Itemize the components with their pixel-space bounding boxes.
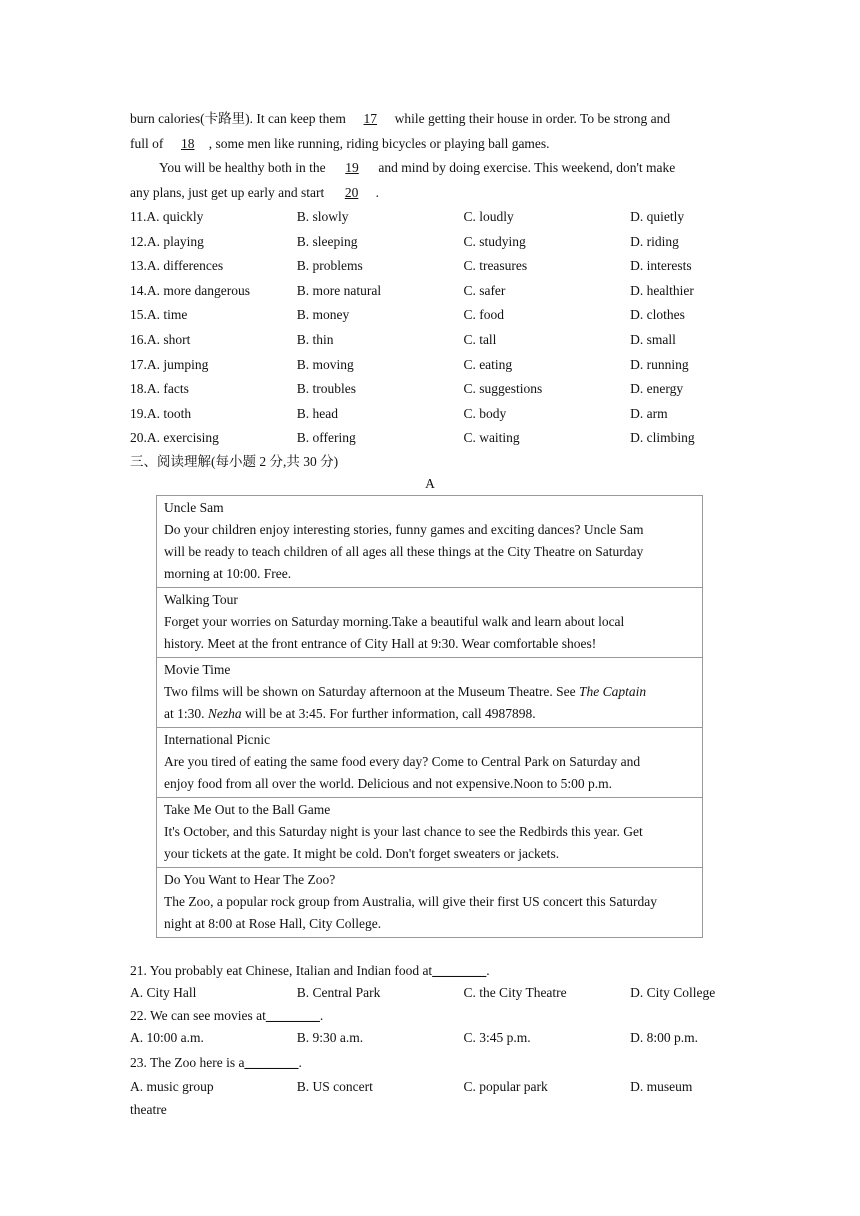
question-text: 23. The Zoo here is a: [130, 1054, 245, 1070]
text: full of: [130, 135, 164, 151]
option: B. sleeping: [296, 233, 358, 249]
option: B. thin: [296, 331, 334, 347]
question-21-options: [130, 982, 730, 1005]
option: D. small: [630, 331, 676, 347]
option: D. 8:00 p.m.: [630, 1030, 699, 1046]
option: C. popular park: [463, 1079, 548, 1095]
ad-text: your tickets at the gate. It might be cold. Don't forget sweaters or jackets.: [164, 845, 560, 861]
option-row-17: [130, 353, 730, 378]
ad-walking-tour: [157, 587, 703, 657]
option: B. US concert: [296, 1079, 373, 1095]
option-row-13: [130, 254, 730, 279]
option: C. body: [463, 405, 507, 421]
option: 11.A. quickly: [130, 209, 204, 224]
option: 12.A. playing: [130, 233, 204, 249]
option: D. healthier: [630, 282, 694, 298]
option: C. 3:45 p.m.: [463, 1030, 531, 1046]
option: B. moving: [296, 356, 354, 372]
option: C. loudly: [463, 209, 514, 224]
ad-text: [164, 681, 695, 703]
option-row-12: [130, 230, 730, 255]
option-overflow-text: theatre: [130, 1101, 167, 1117]
ad-text: It's October, and this Saturday night is your last chance to see the Redbirds this year. Get: [164, 823, 643, 839]
text: .: [486, 962, 490, 978]
option: B. slowly: [296, 209, 349, 224]
ad-ball-game: [157, 797, 703, 867]
cloze-options: [130, 205, 730, 451]
ad-cell: [157, 657, 703, 727]
option: 16.A. short: [130, 331, 191, 347]
text: and mind by doing exercise. This weekend, don't make: [378, 160, 676, 175]
exam-page: [130, 107, 730, 1121]
question-22: [130, 1005, 730, 1028]
film-title: Nezha: [207, 705, 242, 721]
blank-19: 19: [345, 160, 359, 175]
ad-title: Do You Want to Hear The Zoo?: [164, 871, 336, 887]
ad-text: enjoy food from all over the world. Delicious and not expensive.Noon to 5:00 p.m.: [164, 775, 613, 791]
film-title: The Captain: [578, 683, 647, 699]
option: 17.A. jumping: [130, 356, 209, 372]
option-row-15: [130, 303, 730, 328]
text: while getting their house in order. To be strong and: [394, 111, 671, 126]
ad-text: morning at 10:00. Free.: [164, 565, 292, 581]
answer-blank: ________: [244, 1054, 299, 1070]
text: , some men like running, riding bicycles or playing ball games.: [208, 135, 550, 151]
ad-title: Take Me Out to the Ball Game: [164, 801, 331, 817]
option: D. interests: [630, 258, 692, 274]
option: A. City Hall: [130, 985, 197, 1001]
ad-cell: [157, 867, 703, 937]
option-row-16: [130, 328, 730, 353]
option: D. climbing: [630, 430, 695, 446]
option: C. suggestions: [463, 381, 543, 397]
option: C. safer: [463, 282, 506, 298]
option: A. music group: [130, 1079, 214, 1095]
cloze-line-2: [130, 132, 730, 157]
ad-title: Uncle Sam: [164, 499, 224, 515]
text: .: [319, 1007, 324, 1023]
ad-uncle-sam: [157, 495, 703, 587]
option: C. studying: [463, 233, 526, 249]
question-21: [130, 960, 730, 983]
option-row-14: [130, 279, 730, 304]
blank-18: 18: [181, 135, 195, 151]
option: 14.A. more dangerous: [130, 282, 250, 298]
option: C. tall: [463, 331, 497, 347]
option: B. money: [296, 307, 350, 323]
option: C. the City Theatre: [463, 985, 567, 1001]
option: B. 9:30 a.m.: [296, 1030, 364, 1046]
ad-cell: [157, 797, 703, 867]
ad-movie-time: [157, 657, 703, 727]
question-23: [130, 1052, 730, 1075]
answer-blank: ________: [432, 962, 487, 978]
text: .: [298, 1054, 302, 1070]
option: D. energy: [630, 381, 684, 397]
option-row-11: [130, 205, 730, 230]
ad-text: [164, 703, 695, 725]
question-22-options: [130, 1027, 730, 1050]
option: 13.A. differences: [130, 258, 224, 274]
ad-text: history. Meet at the front entrance of City Hall at 9:30. Wear comfortable shoes!: [164, 635, 597, 651]
text: any plans, just get up early and start: [130, 184, 325, 200]
option: C. treasures: [463, 258, 528, 274]
text: .: [375, 184, 379, 200]
option: C. eating: [463, 356, 513, 372]
option: D. clothes: [630, 307, 685, 323]
cloze-line-4: [130, 181, 730, 206]
question-text: 21. You probably eat Chinese, Italian and Indian food at: [130, 962, 433, 978]
ad-text: The Zoo, a popular rock group from Australia, will give their first US concert this Saturday: [164, 893, 658, 909]
ad-text: will be ready to teach children of all ages all these things at the City Theatre on Saturday: [164, 543, 644, 559]
option: D. riding: [630, 233, 679, 249]
ad-text: Are you tired of eating the same food every day? Come to Central Park on Saturday and: [164, 753, 641, 769]
option: B. troubles: [296, 381, 356, 397]
cloze-passage: [130, 107, 730, 205]
question-text: 22. We can see movies at: [130, 1007, 266, 1023]
option: 20.A. exercising: [130, 430, 219, 446]
option: D. quietly: [630, 209, 685, 224]
ad-cell: [157, 587, 703, 657]
text: burn calories(卡路里). It can keep them: [130, 111, 346, 126]
option: 18.A. facts: [130, 381, 189, 397]
option: D. arm: [630, 405, 668, 421]
option: B. Central Park: [296, 985, 381, 1001]
option: B. problems: [296, 258, 363, 274]
option: C. waiting: [463, 430, 520, 446]
questions: [130, 960, 730, 1122]
option: 15.A. time: [130, 307, 188, 323]
ad-international-picnic: [157, 727, 703, 797]
text: You will be healthy both in the: [159, 160, 326, 175]
text: at 1:30.: [164, 705, 205, 721]
ads-table: [156, 495, 703, 938]
ad-text: Forget your worries on Saturday morning.Take a beautiful walk and learn about local: [164, 613, 625, 629]
option: B. more natural: [296, 282, 382, 298]
option: D. City College: [630, 985, 716, 1001]
ad-the-zoo: [157, 867, 703, 937]
text: will be at 3:45. For further information, call 4987898.: [245, 705, 536, 721]
ad-title: Movie Time: [164, 661, 231, 677]
option: C. food: [463, 307, 504, 323]
ad-cell: [157, 495, 703, 587]
ad-title: Walking Tour: [164, 591, 238, 607]
blank-17: 17: [363, 111, 378, 126]
option-row-18: [130, 377, 730, 402]
section-heading: 三、阅读理解(每小题 2 分,共 30 分): [130, 453, 339, 469]
ad-text: Do your children enjoy interesting stories, funny games and exciting dances? Uncle Sam: [164, 521, 644, 537]
option-row-20: [130, 426, 730, 451]
option: D. running: [630, 356, 689, 372]
option: D. museum: [630, 1079, 693, 1095]
question-23-options: [130, 1076, 730, 1099]
option-row-19: [130, 402, 730, 427]
option: B. offering: [296, 430, 356, 446]
cloze-line-3: [130, 156, 730, 181]
ad-text: night at 8:00 at Rose Hall, City College.: [164, 915, 382, 931]
option: 19.A. tooth: [130, 405, 192, 421]
option: B. head: [296, 405, 338, 421]
ad-title: International Picnic: [164, 731, 271, 747]
option: A. 10:00 a.m.: [130, 1030, 204, 1046]
passage-label: A: [425, 475, 435, 491]
ad-cell: [157, 727, 703, 797]
text: Two films will be shown on Saturday afternoon at the Museum Theatre. See: [164, 683, 576, 699]
answer-blank: ________: [265, 1007, 320, 1023]
blank-20: 20: [344, 184, 359, 200]
cloze-line-1: [130, 107, 730, 132]
